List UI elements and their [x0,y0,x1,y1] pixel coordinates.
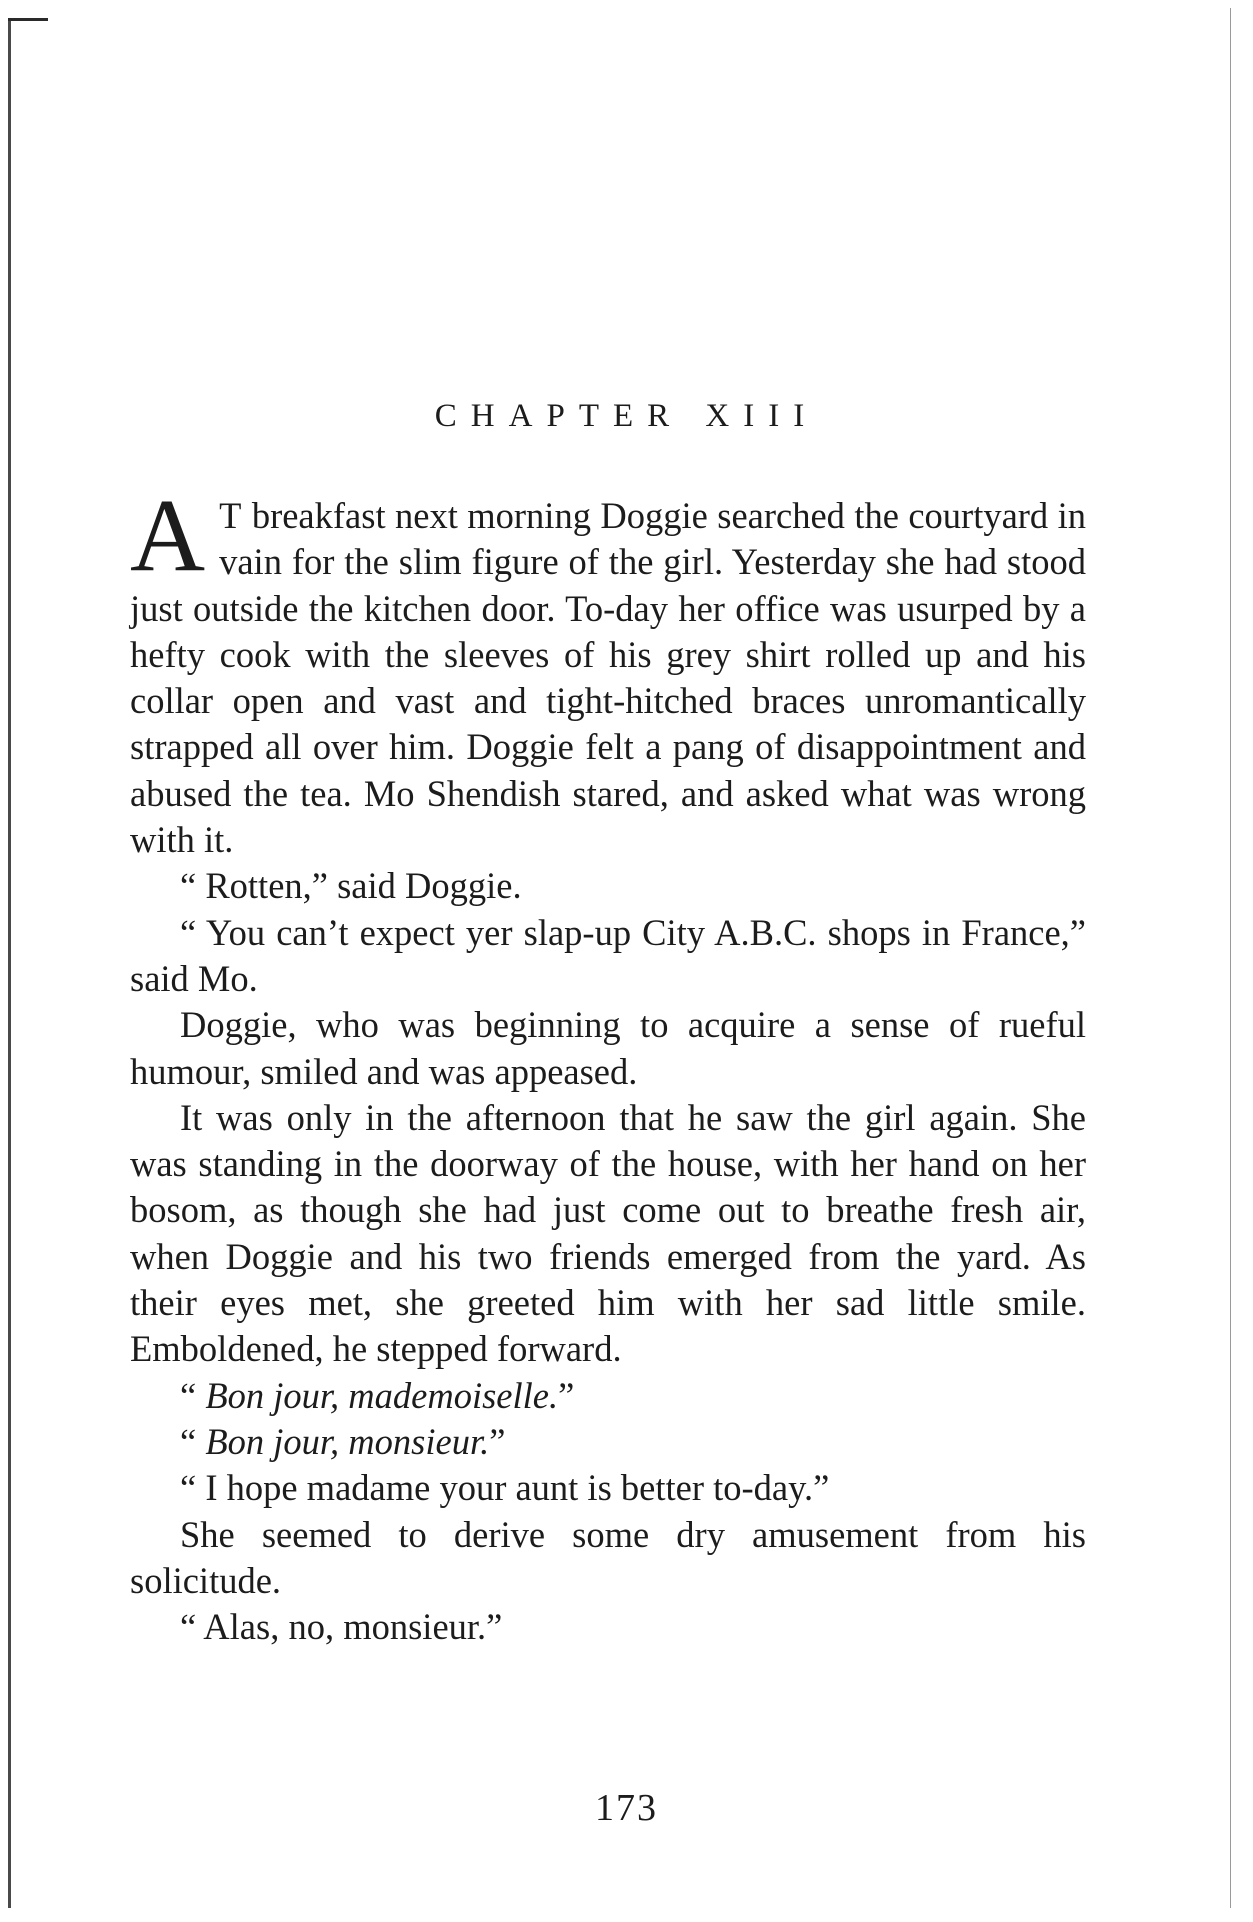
scan-edge-corner [8,18,48,21]
paragraph: Doggie, who was beginning to acquire a sense of rueful humour, smiled and was appeased. [130,1004,1086,1092]
dialogue-line [130,1419,1086,1465]
paragraph-text: breakfast next morning Doggie searched the courtyard in vain for the slim figure of the girl. Yesterday she had stood just outside the kitchen door. To-day her office was usurped by a hefty cook with the sleeves of his grey shirt rolled up and his collar open and vast and tight-hitched braces unromantically strapped all over him. Doggie felt a pang of disappointment and abused the tea. Mo Shendish stared, and asked what was wrong with it. [130,495,1086,861]
close-quote: ” [489,1420,506,1462]
chapter-heading: CHAPTER XIII [434,398,819,434]
scan-edge-left [8,18,11,1908]
paragraph: “ I hope madame your aunt is better to-day.” [180,1467,830,1509]
drop-cap: A [130,478,206,593]
page-number: 173 [595,1787,658,1829]
open-quote: “ [180,1420,206,1462]
scan-edge-right [1230,8,1231,1908]
paragraph-opening [130,478,1086,863]
dialogue-line [130,1373,1086,1419]
opening-small-caps: T [219,495,243,536]
close-quote: ” [558,1374,575,1416]
paragraph: “ You can’t expect yer slap-up City A.B.C. shops in France,” said Mo. [130,911,1086,999]
french-greeting: Bon jour, mademoiselle. [205,1374,559,1416]
body-text [130,478,1086,1650]
paragraph: She seemed to derive some dry amusement from his solicitude. [130,1513,1086,1601]
french-greeting: Bon jour, monsieur. [205,1420,490,1462]
paragraph: “ Alas, no, monsieur.” [180,1606,503,1648]
paragraph: It was only in the afternoon that he saw the girl again. She was standing in the doorway of the house, with her hand on her bosom, as though she had just come out to breathe fresh air, when Doggie and his two friends emerged from the yard. As their eyes met, she greeted him with her sad little smile. Emboldened, he stepped forward. [130,1096,1086,1370]
paragraph: “ Rotten,” said Doggie. [180,865,522,907]
open-quote: “ [180,1374,206,1416]
